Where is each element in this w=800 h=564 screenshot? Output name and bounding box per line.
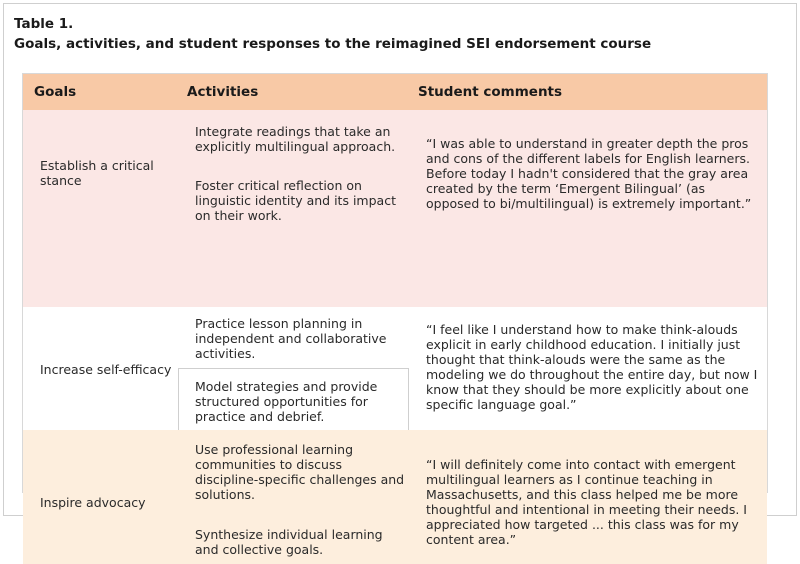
table-row — [23, 110, 767, 307]
goals-table — [22, 73, 768, 557]
activity-cell: Practice lesson planning in independent and collaborative activities. — [195, 316, 387, 361]
table-caption — [14, 14, 651, 54]
goal-cell: Increase self-efficacy — [40, 362, 172, 377]
table-row — [23, 430, 767, 564]
goal-cell: Inspire advocacy — [40, 495, 146, 510]
table-title: Goals, activities, and student responses to the reimagined SEI endorsement course — [14, 36, 652, 52]
header-student-comments: Student comments — [418, 84, 563, 100]
activity-cell: Model strategies and provide structured opportunities for practice and debrief. — [195, 379, 378, 424]
activity-cell: Integrate readings that take an explicitly multilingual approach. — [195, 124, 396, 154]
table-label: Table 1. — [14, 16, 74, 32]
comment-cell: “I will definitely come into contact with emergent multilingual learners as I continue teaching in Massachusetts, and this class helped me be more thoughtful and intentional in meeting their needs. I appreciated how targeted ... this class was for my content area.” — [426, 457, 747, 547]
activity-cell: Use professional learning communities to discuss discipline-specific challenges and solutions. — [195, 442, 405, 502]
table-header-row — [23, 74, 767, 110]
header-goals: Goals — [34, 84, 77, 100]
comment-cell: “I was able to understand in greater depth the pros and cons of the different labels for English learners. Before today I hadn't considered that the gray area created by the term ‘Emergent Bilingual’ (as opposed to bi/multilingual) is extremely important.” — [426, 136, 752, 211]
comment-cell: “I feel like I understand how to make think-alouds explicit in early childhood education. I initially just thought that think-alouds were the same as the modeling we do throughout the entire day, but now I know that they should be more explicitly about one specific language goal.” — [426, 322, 758, 412]
goal-cell: Establish a critical stance — [40, 158, 154, 188]
activity-cell: Foster critical reflection on linguistic identity and its impact on their work. — [195, 178, 396, 223]
activity-cell: Synthesize individual learning and collective goals. — [195, 527, 383, 557]
header-activities: Activities — [187, 84, 259, 100]
table-row — [23, 307, 767, 430]
